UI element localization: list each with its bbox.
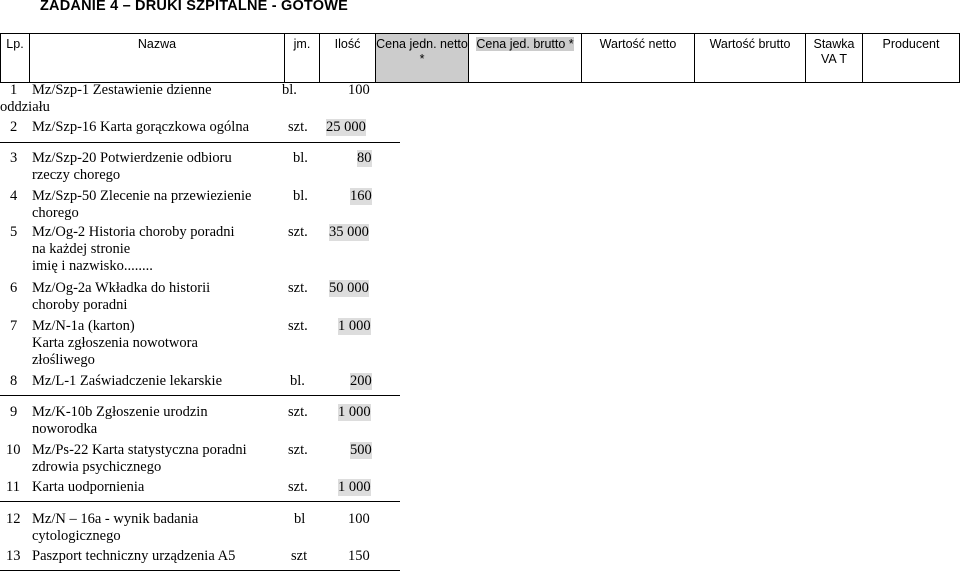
row-qty: 500 [350, 442, 372, 458]
row-name-line: Mz/Szp-50 Zlecenie na przewiezienie [32, 188, 252, 204]
table-row [0, 82, 400, 118]
row-jm: szt. [288, 318, 308, 334]
row-name-line: Mz/K-10b Zgłoszenie urodzin [32, 404, 208, 420]
header-cena-brutto-label: Cena jed. brutto * [476, 37, 574, 51]
row-lp: 5 [10, 224, 18, 240]
table-row [0, 373, 400, 393]
row-name-line: na każdej stronie [32, 241, 131, 257]
row-lp: 6 [10, 280, 18, 296]
row-name-line: imię i nazwisko........ [32, 258, 153, 274]
row-qty: 100 [348, 511, 370, 527]
header-producent-label: Producent [882, 37, 940, 51]
header-cena-netto [375, 33, 469, 83]
row-jm: szt. [288, 442, 308, 458]
row-name-line: zdrowia psychicznego [32, 459, 162, 475]
row-name-line: Mz/L-1 Zaświadczenie lekarskie [32, 373, 223, 389]
header-cena-brutto [468, 33, 582, 83]
row-lp: 7 [10, 318, 18, 334]
row-name-line: chorego [32, 205, 79, 221]
table-row [0, 280, 400, 316]
row-jm: bl. [293, 150, 308, 166]
row-lp: 2 [10, 119, 18, 135]
row-lp: 1 [10, 82, 18, 98]
table-row [0, 150, 400, 186]
row-qty: 100 [348, 82, 370, 98]
row-name-line: Paszport techniczny urządzenia A5 [32, 548, 236, 564]
row-qty: 25 000 [326, 119, 366, 135]
row-name-line: noworodka [32, 421, 98, 437]
table-row [0, 224, 400, 278]
header-nazwa [29, 33, 285, 83]
table-row [0, 548, 400, 568]
table-row [0, 119, 400, 139]
table-row [0, 511, 400, 547]
row-name-line: Mz/Og-2a Wkładka do historii [32, 280, 211, 296]
header-lp-label: Lp. [6, 37, 24, 51]
row-name-line: choroby poradni [32, 297, 128, 313]
row-divider [0, 501, 400, 502]
row-jm: bl. [290, 373, 305, 389]
header-wartosc-brutto-label: Wartość brutto [709, 37, 791, 51]
header-cena-netto-label: Cena jedn. netto * [376, 37, 468, 66]
row-name-line: Mz/Ps-22 Karta statystyczna poradni [32, 442, 247, 458]
row-name-line: Karta zgłoszenia nowotwora [32, 335, 198, 351]
row-name-line: Mz/N – 16a - wynik badania [32, 511, 199, 527]
table-row [0, 404, 400, 440]
row-lp: 4 [10, 188, 18, 204]
row-name-line: rzeczy chorego [32, 167, 121, 183]
row-jm: bl. [282, 82, 297, 98]
row-qty: 35 000 [329, 224, 369, 240]
row-name-line: Mz/Szp-16 Karta gorączkowa ogólna [32, 119, 250, 135]
header-jm [284, 33, 320, 83]
header-wartosc-brutto [694, 33, 806, 83]
header-lp [0, 33, 30, 83]
table-row [0, 479, 400, 499]
row-qty: 150 [348, 548, 370, 564]
row-qty: 160 [350, 188, 372, 204]
table-row [0, 188, 400, 224]
row-name-line: Mz/Og-2 Historia choroby poradni [32, 224, 235, 240]
row-divider [0, 395, 400, 396]
table-row [0, 442, 400, 478]
row-jm: bl. [293, 188, 308, 204]
row-name-line: cytologicznego [32, 528, 121, 544]
header-stawka-vat-label: Stawka VA T [813, 37, 855, 66]
header-stawka-vat [805, 33, 863, 83]
header-ilosc [319, 33, 376, 83]
row-qty: 1 000 [338, 318, 371, 334]
row-name-line: Mz/N-1a (karton) [32, 318, 135, 334]
header-producent [862, 33, 960, 83]
row-divider [0, 570, 400, 571]
row-jm: szt. [288, 119, 308, 135]
header-ilosc-label: Ilość [334, 37, 361, 51]
row-lp: 10 [6, 442, 21, 458]
row-jm: bl [294, 511, 306, 527]
row-lp: 8 [10, 373, 18, 389]
row-jm: szt. [288, 280, 308, 296]
row-lp: 11 [6, 479, 20, 495]
row-qty: 200 [350, 373, 372, 389]
row-jm: szt [291, 548, 308, 564]
header-wartosc-netto [581, 33, 695, 83]
document-title: ZADANIE 4 – DRUKI SZPITALNE - GOTOWE [40, 0, 348, 14]
table-row [0, 318, 400, 372]
row-lp: 13 [6, 548, 21, 564]
row-lp: 12 [6, 511, 21, 527]
row-name-line: złośliwego [32, 352, 95, 368]
row-jm: szt. [288, 479, 308, 495]
row-name-line: Mz/Szp-20 Potwierdzenie odbioru [32, 150, 232, 166]
row-qty: 50 000 [329, 280, 369, 296]
row-lp: 9 [10, 404, 18, 420]
row-name-line: oddziału [0, 99, 50, 115]
header-wartosc-netto-label: Wartość netto [599, 37, 677, 51]
row-name-line: Karta uodpornienia [32, 479, 145, 495]
row-qty: 1 000 [338, 404, 371, 420]
row-name-line: Mz/Szp-1 Zestawienie dzienne [32, 82, 212, 98]
row-divider [0, 142, 400, 143]
row-qty: 1 000 [338, 479, 371, 495]
header-jm-label: jm. [293, 37, 311, 51]
header-nazwa-label: Nazwa [137, 37, 177, 51]
row-lp: 3 [10, 150, 18, 166]
row-qty: 80 [357, 150, 372, 166]
row-jm: szt. [288, 224, 308, 240]
row-jm: szt. [288, 404, 308, 420]
